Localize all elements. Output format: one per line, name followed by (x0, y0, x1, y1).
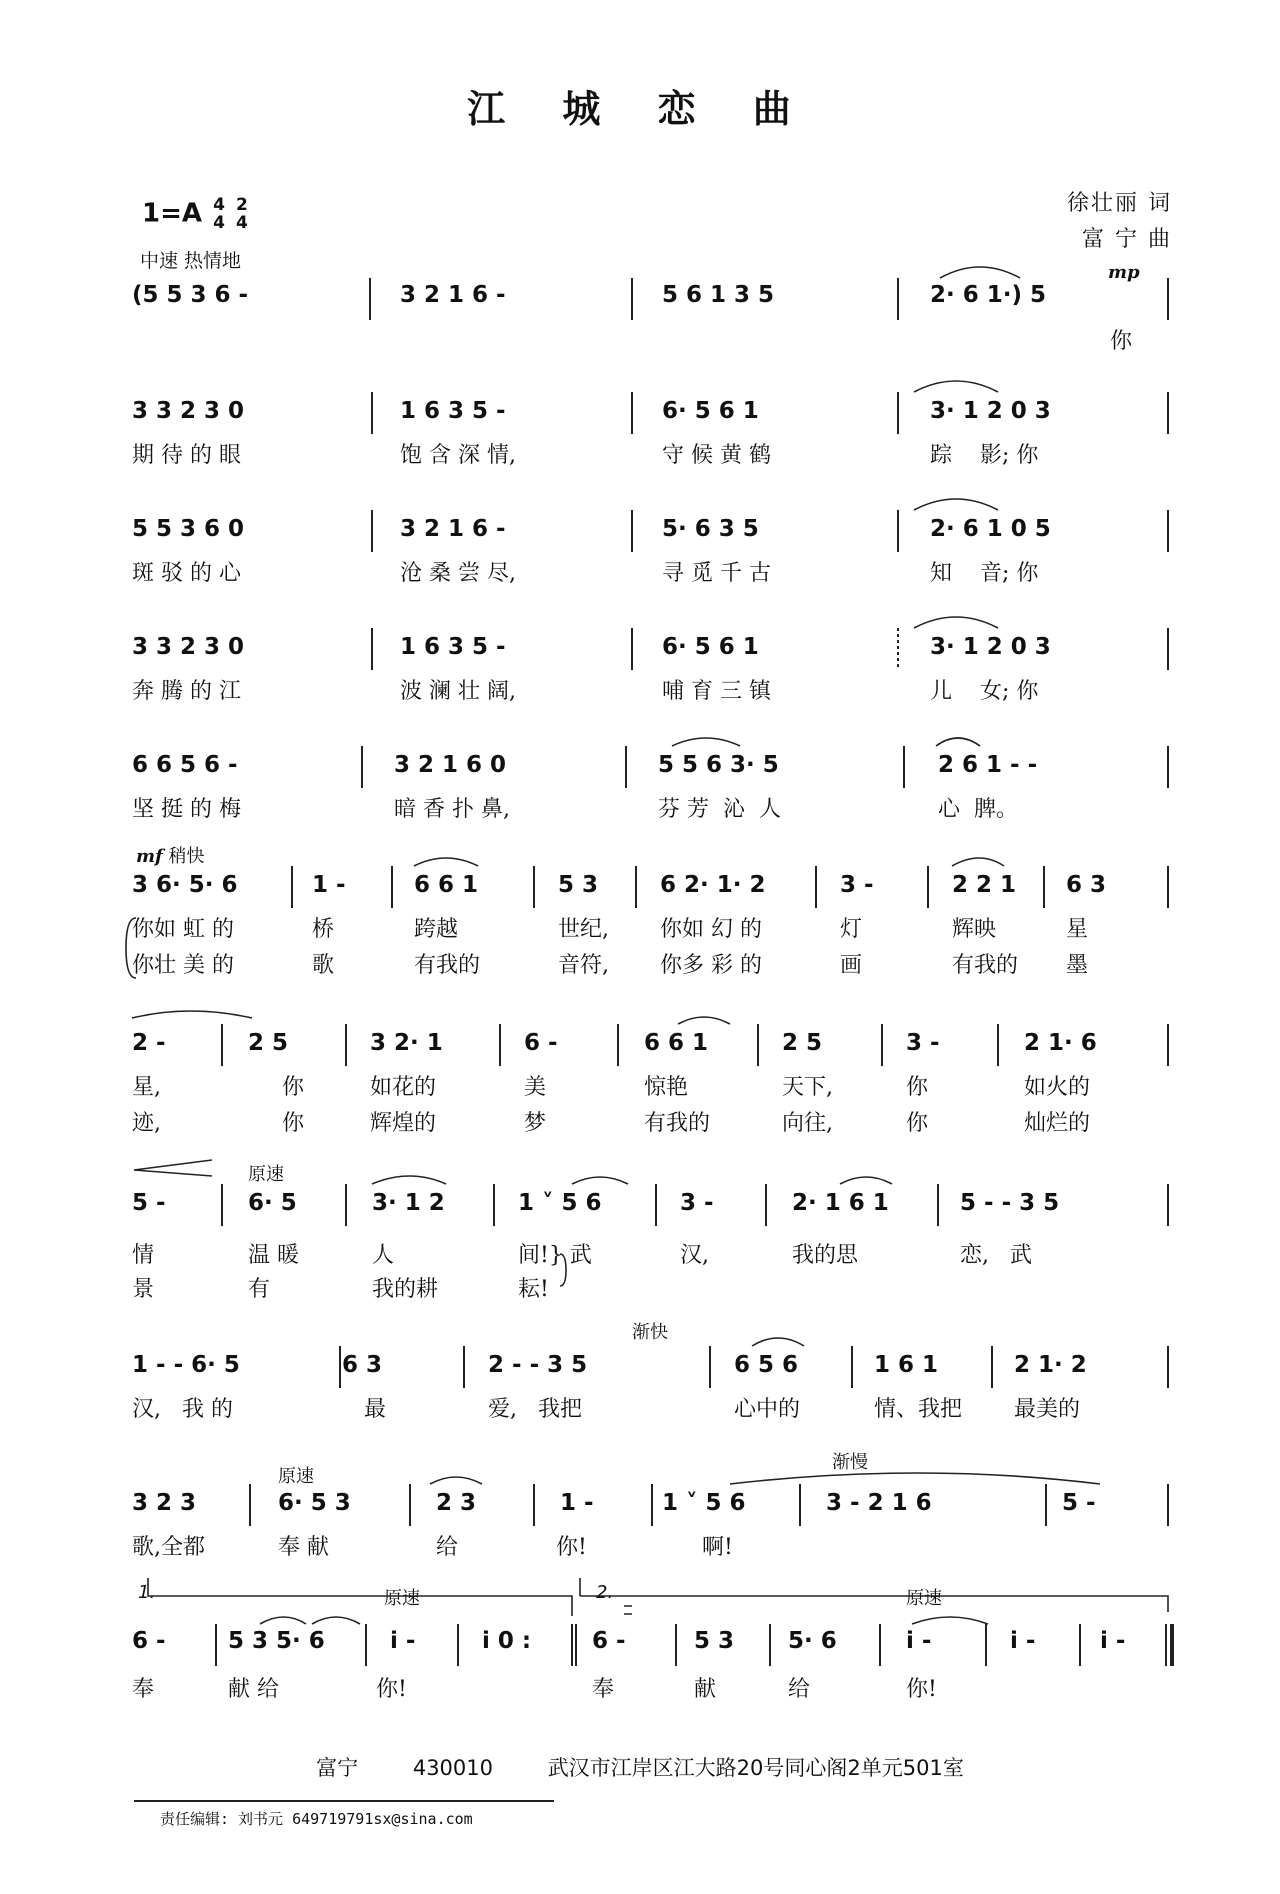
measure: 2 1· 6 (1024, 1030, 1097, 1056)
slur (936, 738, 980, 746)
lyric: 心中的 (734, 1397, 801, 1422)
measure: 2 1· 2 (1014, 1352, 1087, 1378)
measure: 5 3 (558, 872, 599, 898)
lyric: 奉 献 (278, 1535, 329, 1560)
lyric: 斑 驳 的 心 (132, 561, 241, 586)
lyric-verse-2: 歌 (312, 953, 335, 978)
lyric: 跨越 (414, 917, 459, 942)
measure: 1 - (312, 872, 346, 898)
measure: 5 5 6 3· 5 (658, 752, 779, 778)
lyric-verse-2: 辉煌的 (370, 1111, 437, 1136)
lyric: 情 (132, 1243, 155, 1268)
lyric: 给 (788, 1677, 811, 1702)
measure: 3 2 1 6 - (400, 516, 506, 542)
measure: 3 2 1 6 0 (394, 752, 507, 778)
measure: 1 6 3 5 - (400, 398, 506, 424)
measure: 2 3 (436, 1490, 477, 1516)
slur (914, 381, 998, 392)
lyric: 你 (282, 1075, 305, 1100)
slur (730, 1473, 1100, 1484)
measure: 3· 1 2 (372, 1190, 445, 1216)
measure: 5 - (132, 1190, 166, 1216)
slur (260, 1617, 306, 1624)
lyric: 儿 女; 你 (930, 679, 1039, 704)
tempo-change (136, 842, 205, 868)
composer-name: 富宁 (316, 1756, 359, 1780)
ts2-bottom: 4 (235, 213, 248, 233)
measure: 1 - (560, 1490, 594, 1516)
lyric: 天下, (782, 1075, 833, 1100)
measure: 2 5 (782, 1030, 823, 1056)
lyric-verse-2: 音符, (558, 953, 609, 978)
volta-2-bracket (580, 1578, 1168, 1612)
lyricist: 徐壮丽 词 (1067, 191, 1172, 216)
lyric: 汉, 我 的 (132, 1397, 233, 1422)
lyric-verse-2: 梦 (524, 1111, 547, 1136)
lyric: 你如 虹 的 (132, 917, 234, 942)
measure: 2· 6 1·) 5 (930, 282, 1047, 308)
lyric-verse-2: 你壮 美 的 (132, 953, 234, 978)
measure: 3 3 2 3 0 (132, 634, 245, 660)
measure: 6 - (132, 1628, 166, 1654)
measure: 2· 1 6 1 (792, 1190, 889, 1216)
lyric: 最 (364, 1397, 387, 1422)
crescendo-hairpin (134, 1160, 212, 1176)
lyric: 波 澜 壮 阔, (400, 679, 516, 704)
lyric: 你 (906, 1075, 929, 1100)
lyric-verse-2: 你多 彩 的 (660, 953, 762, 978)
measure: 3· 1 2 0 3 (930, 398, 1051, 424)
lyric: 你! (376, 1677, 407, 1702)
ts2-top: 2 (235, 195, 248, 215)
measure: 6 - (592, 1628, 626, 1654)
measure: i - (390, 1628, 416, 1654)
repeat-dots (624, 1606, 632, 1614)
measure: 6· 5 6 1 (662, 634, 759, 660)
measure: 5 5 3 6 0 (132, 516, 245, 542)
measure: i - (1100, 1628, 1126, 1654)
measure: 5· 6 3 5 (662, 516, 759, 542)
lyric: 知 音; 你 (930, 561, 1039, 586)
lyric-verse-2: 你 (906, 1111, 929, 1136)
measure: 2 - - 3 5 (488, 1352, 588, 1378)
lyric-verse-2: 迹, (132, 1111, 161, 1136)
original-tempo-label: 原速 (248, 1164, 284, 1185)
measure: 1 6 1 (874, 1352, 939, 1378)
lyric: 我的思 (792, 1243, 859, 1268)
lyric: 饱 含 深 情, (400, 443, 516, 468)
key-signature (142, 196, 248, 232)
measure: 2· 6 1 0 5 (930, 516, 1051, 542)
measure: 3 - (680, 1190, 714, 1216)
slur (940, 267, 1020, 278)
ts1-bottom: 4 (213, 213, 225, 233)
lyric-verse-2: 有我的 (952, 953, 1019, 978)
measure: 6 6 1 (414, 872, 479, 898)
lyric: 恋, 武 (960, 1243, 1032, 1268)
slur (912, 1617, 988, 1624)
measure: 3 - 2 1 6 (826, 1490, 932, 1516)
measure: 6 2· 1· 2 (660, 872, 766, 898)
address: 武汉市江岸区江大路20号同心阁2单元501室 (547, 1756, 964, 1780)
measure: i - (1010, 1628, 1036, 1654)
accelerando-label: 渐快 (632, 1322, 668, 1343)
original-tempo-label: 原速 (384, 1588, 420, 1609)
lyric: 星 (1066, 917, 1089, 942)
lyric: 哺 育 三 镇 (662, 679, 771, 704)
faster-label: 稍快 (168, 846, 205, 867)
lyric: 温 暖 (248, 1243, 299, 1268)
measure: 6 3 (342, 1352, 383, 1378)
measure: 3 6· 5· 6 (132, 872, 238, 898)
lyric: 最美的 (1014, 1397, 1081, 1422)
lyric: 间!} 武 (518, 1243, 592, 1268)
measure: 3· 1 2 0 3 (930, 634, 1051, 660)
slur (372, 1176, 446, 1184)
measure: 1 ˅ 5 6 (662, 1490, 746, 1516)
lyric: 寻 觅 千 古 (662, 561, 771, 586)
lyric-verse-2: 你 (282, 1111, 305, 1136)
lyric-verse-2: 景 (132, 1277, 155, 1302)
editor-credit: 责任编辑: 刘书元 649719791sx@sina.com (160, 1810, 473, 1828)
lyric: 奉 (132, 1677, 155, 1702)
footer-contact (0, 1752, 1280, 1782)
measure: 3 2· 1 (370, 1030, 443, 1056)
slur (952, 858, 1004, 866)
measure: i 0 : (482, 1628, 532, 1654)
lyric: 你 (1110, 329, 1133, 354)
slur (672, 738, 740, 746)
lyric: 情、我把 (874, 1397, 963, 1422)
measure: 6· 5 6 1 (662, 398, 759, 424)
volta-1-label: 1. (138, 1582, 156, 1603)
lyric: 你如 幻 的 (660, 917, 762, 942)
postcode: 430010 (412, 1756, 493, 1780)
measure: 5 - - 3 5 (960, 1190, 1060, 1216)
measure: 3 2 3 (132, 1490, 197, 1516)
tempo-marking: 中速 热情地 (140, 250, 242, 272)
slur (752, 1338, 804, 1346)
measure: 6 5 6 (734, 1352, 799, 1378)
lyric: 爱, 我把 (488, 1397, 582, 1422)
composer: 富 宁 曲 (1082, 227, 1172, 252)
lyric-verse-2: 耘! (518, 1277, 549, 1302)
lyric: 奉 (592, 1677, 615, 1702)
lyric: 桥 (312, 917, 335, 942)
measure: 3 3 2 3 0 (132, 398, 245, 424)
measure: i - (906, 1628, 932, 1654)
slur (914, 499, 998, 510)
ts1-top: 4 (213, 195, 225, 215)
lyric-verse-2: 向往, (782, 1111, 833, 1136)
lyric-verse-2: 有我的 (414, 953, 481, 978)
lyric: 坚 挺 的 梅 (132, 797, 241, 822)
measure: 6 3 (1066, 872, 1107, 898)
measure: 3 - (906, 1030, 940, 1056)
lyric: 你! (906, 1677, 937, 1702)
measure: (5 5 3 6 - (132, 282, 249, 308)
key-label: 1=A (142, 198, 202, 229)
lyric-verse-2: 我的耕 (372, 1277, 439, 1302)
measure: 1 - - 6· 5 (132, 1352, 240, 1378)
slur (572, 1177, 628, 1184)
lyric: 啊! (702, 1535, 733, 1560)
slur (312, 1617, 360, 1624)
song-title: 江 城 恋 曲 (467, 86, 813, 131)
lyric: 汉, (680, 1243, 709, 1268)
volta-2-label: 2. (596, 1582, 614, 1603)
measure: 2 6 1 - - (938, 752, 1038, 778)
lyric: 灯 (840, 917, 863, 942)
measure: 6 6 5 6 - (132, 752, 238, 778)
lyric-verse-2: 有我的 (644, 1111, 711, 1136)
measure: 6 - (524, 1030, 558, 1056)
slur (914, 617, 998, 628)
ritardando-label: 渐慢 (832, 1452, 868, 1473)
time-signature-1 (213, 196, 225, 232)
lyric: 美 (524, 1075, 547, 1100)
measure: 5 6 1 3 5 (662, 282, 775, 308)
slur (430, 1477, 482, 1484)
lyric-verse-2: 灿烂的 (1024, 1111, 1091, 1136)
lyric: 歌,全都 (132, 1535, 205, 1560)
lyric-verse-2: 墨 (1066, 953, 1089, 978)
measure: 3 2 1 6 - (400, 282, 506, 308)
lyric: 暗 香 扑 鼻, (394, 797, 510, 822)
lyric: 奔 腾 的 江 (132, 679, 241, 704)
lyric: 献 给 (228, 1677, 279, 1702)
lyric: 辉映 (952, 917, 997, 942)
measure: 1 6 3 5 - (400, 634, 506, 660)
lyric: 踪 影; 你 (930, 443, 1039, 468)
measure: 5 3 (694, 1628, 735, 1654)
measure: 2 - (132, 1030, 166, 1056)
measure: 3 - (840, 872, 874, 898)
slur (840, 1177, 892, 1184)
volta-1-bracket (148, 1578, 572, 1616)
lyric: 芬 芳 沁 人 (658, 797, 781, 822)
slur (414, 858, 478, 866)
slur (132, 1011, 252, 1018)
measure: 2 2 1 (952, 872, 1017, 898)
footer-divider (134, 1800, 554, 1802)
original-tempo-label: 原速 (278, 1466, 314, 1487)
lyric-verse-2: 画 (840, 953, 863, 978)
lyric: 如火的 (1024, 1075, 1091, 1100)
slur (678, 1017, 730, 1024)
measure: 6 6 1 (644, 1030, 709, 1056)
measure: 2 5 (248, 1030, 289, 1056)
lyric: 沧 桑 尝 尽, (400, 561, 516, 586)
measure: 5 - (1062, 1490, 1096, 1516)
lyric: 献 (694, 1677, 717, 1702)
lyric: 人 (372, 1243, 395, 1268)
lyric: 期 待 的 眼 (132, 443, 241, 468)
dynamic-mf: mf (136, 846, 163, 867)
measure: 6· 5 (248, 1190, 297, 1216)
time-signature-2 (236, 196, 248, 232)
lyric: 你! (556, 1535, 587, 1560)
dynamic-mp: mp (1108, 262, 1140, 283)
lyric-verse-2: 有 (248, 1277, 271, 1302)
original-tempo-label: 原速 (906, 1588, 942, 1609)
measure: 6· 5 3 (278, 1490, 351, 1516)
lyric: 星, (132, 1075, 161, 1100)
lyric: 守 候 黄 鹤 (662, 443, 771, 468)
lyric: 心 脾。 (938, 797, 1018, 822)
measure: 1 ˅ 5 6 (518, 1190, 602, 1216)
measure: 5 3 5· 6 (228, 1628, 325, 1654)
lyric: 给 (436, 1535, 459, 1560)
lyric: 如花的 (370, 1075, 437, 1100)
measure: 5· 6 (788, 1628, 837, 1654)
lyric: 世纪, (558, 917, 609, 942)
lyric: 惊艳 (644, 1075, 689, 1100)
